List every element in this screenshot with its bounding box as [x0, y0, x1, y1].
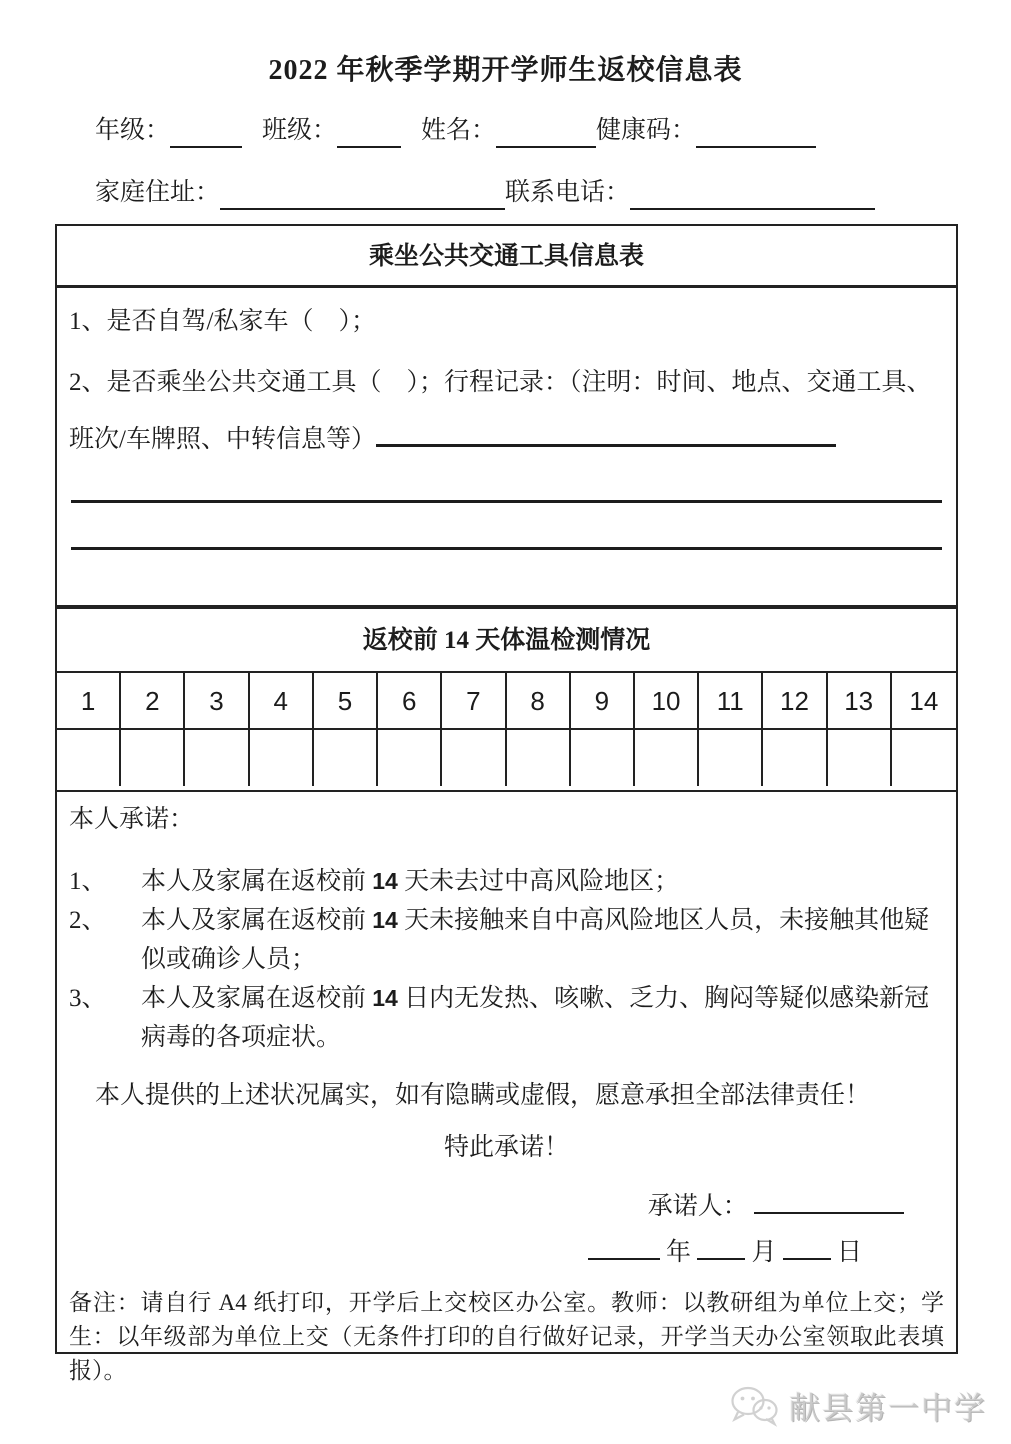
health-code-blank [696, 118, 816, 148]
commitment-item-1 [69, 862, 944, 901]
month-blank [697, 1232, 745, 1260]
temperature-day-header: 3 [185, 673, 249, 730]
class-blank [337, 118, 401, 148]
temperature-value-cell [635, 730, 699, 786]
transport-item-2-text: 2、是否乘坐公共交通工具（ ）；行程记录：（注明：时间、地点、交通工具、班次/车牌照、中转信息等） [69, 369, 932, 453]
blank-write-line-2 [71, 547, 942, 550]
temperature-value-cell [507, 730, 571, 786]
temperature-section [55, 607, 958, 792]
watermark-text: 献县第一中学 [789, 1391, 987, 1426]
remark-note: 备注：请自行 A4 纸打印，开学后上交校区办公室。教师：以教研组为单位上交；学生：以年级部为单位上交（无条件打印的自行做好记录，开学当天办公室领取此表填报）。 [69, 1290, 944, 1383]
commitment-item-3-marker: 3、 [69, 985, 107, 1012]
temperature-value-row [57, 730, 956, 786]
commitment-item-3-text: 本人及家属在返校前 14 日内无发热、咳嗽、乏力、胸闷等疑似感染新冠病毒的各项症状。 [141, 985, 930, 1051]
name-blank [496, 118, 596, 148]
year-blank [588, 1232, 660, 1260]
temperature-value-cell [571, 730, 635, 786]
commitment-section [55, 792, 958, 1383]
grade-blank [170, 118, 242, 148]
temperature-value-cell [763, 730, 827, 786]
day-label: 日 [836, 1239, 862, 1266]
promise-statement: 特此承诺！ [443, 1134, 569, 1161]
transport-item-2 [65, 354, 948, 468]
temperature-value-cell [314, 730, 378, 786]
name-label: 姓名： [421, 117, 497, 144]
home-address-label: 家庭住址： [95, 179, 221, 206]
temperature-value-cell [378, 730, 442, 786]
header-fields-row-1 [95, 114, 956, 148]
wechat-icon [729, 1385, 779, 1427]
signer-blank [754, 1186, 904, 1214]
temperature-value-cell [250, 730, 314, 786]
temperature-day-header-row [57, 673, 956, 730]
transport-info-section [55, 224, 958, 607]
temperature-day-header: 5 [314, 673, 378, 730]
temperature-day-header: 11 [699, 673, 763, 730]
temperature-day-header: 12 [763, 673, 827, 730]
temperature-value-cell [892, 730, 956, 786]
phone-label: 联系电话： [505, 179, 631, 206]
temperature-value-cell [699, 730, 763, 786]
class-label: 班级： [262, 117, 338, 144]
day-blank [783, 1232, 831, 1260]
month-label: 月 [751, 1239, 777, 1266]
temperature-value-cell [57, 730, 121, 786]
home-address-blank [220, 180, 505, 210]
year-label: 年 [665, 1239, 691, 1266]
transport-section-title: 乘坐公共交通工具信息表 [57, 226, 956, 288]
temperature-value-cell [185, 730, 249, 786]
temperature-day-header: 1 [57, 673, 121, 730]
temperature-day-header: 8 [507, 673, 571, 730]
temperature-day-header: 7 [442, 673, 506, 730]
commitment-item-3 [69, 979, 944, 1057]
temperature-day-header: 13 [828, 673, 892, 730]
commitment-item-2-marker: 2、 [69, 907, 107, 934]
phone-blank [630, 180, 875, 210]
truthfulness-declaration: 本人提供的上述状况属实，如有隐瞒或虚假，愿意承担全部法律责任！ [95, 1082, 871, 1109]
grade-label: 年级： [95, 117, 171, 144]
temperature-day-header: 10 [635, 673, 699, 730]
transport-section-body [57, 288, 956, 550]
temperature-day-header: 6 [378, 673, 442, 730]
commitment-item-1-marker: 1、 [69, 868, 107, 895]
temperature-day-header: 14 [892, 673, 956, 730]
blank-write-line-1 [71, 500, 942, 503]
trip-record-blank [376, 421, 836, 447]
temperature-day-header: 9 [571, 673, 635, 730]
commitment-heading: 本人承诺： [69, 806, 195, 833]
date-line [69, 1232, 944, 1272]
header-fields-row-2 [95, 176, 956, 210]
signer-line [69, 1186, 944, 1226]
temperature-value-cell [442, 730, 506, 786]
commitment-item-2-text: 本人及家属在返校前 14 天未接触来自中高风险地区人员，未接触其他疑似或确诊人员； [141, 907, 930, 973]
transport-item-1: 1、是否自驾/私家车（ ）； [69, 308, 376, 335]
page-title: 2022 年秋季学期开学师生返校信息表 [268, 55, 743, 86]
temperature-value-cell [121, 730, 185, 786]
signer-label: 承诺人： [647, 1193, 748, 1220]
watermark [729, 1383, 987, 1428]
commitment-item-1-text: 本人及家属在返校前 14 天未去过中高风险地区； [141, 868, 680, 895]
temperature-day-header: 4 [250, 673, 314, 730]
temperature-value-cell [828, 730, 892, 786]
temperature-section-title: 返校前 14 天体温检测情况 [57, 609, 956, 673]
health-code-label: 健康码： [596, 117, 697, 144]
commitment-item-2 [69, 901, 944, 979]
temperature-day-header: 2 [121, 673, 185, 730]
